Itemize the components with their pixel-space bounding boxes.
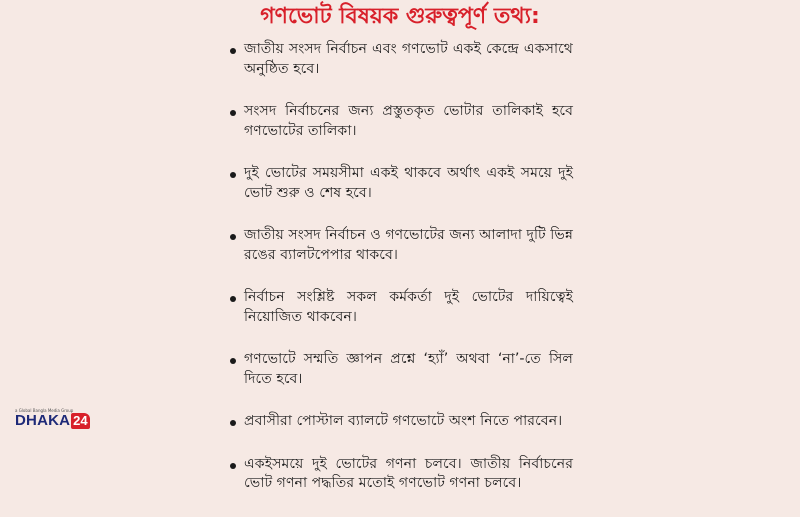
list-item-text: নির্বাচন সংশ্লিষ্ট সকল কর্মকর্তা দুই ভোটের দায়িত্বেই নিয়োজিত থাকবেন। xyxy=(244,289,573,325)
page-title: গণভোট বিষয়ক গুরুত্বপূর্ণ তথ্য: xyxy=(260,4,540,29)
bullet-icon xyxy=(230,358,236,364)
list-item xyxy=(228,288,573,327)
list-item-text: জাতীয় সংসদ নির্বাচন ও গণভোটের জন্য আলাদা দুটি ভিন্ন রঙের ব্যালটপেপার থাকবে। xyxy=(244,227,573,263)
bullet-icon xyxy=(230,110,236,116)
bullet-icon xyxy=(230,463,236,469)
list-item xyxy=(228,226,573,265)
list-item-text: দুই ভোটের সময়সীমা একই থাকবে অর্থাৎ একই সময়ে দুই ভোট শুরু ও শেষ হবে। xyxy=(244,165,573,201)
list-item-text: সংসদ নির্বাচনের জন্য প্রস্তুতকৃত ভোটার তালিকাই হবে গণভোটের তালিকা। xyxy=(244,103,573,139)
list-item xyxy=(228,350,573,389)
list-item xyxy=(228,164,573,203)
dhaka24-logo xyxy=(15,408,99,430)
list-item xyxy=(228,455,573,494)
bullet-icon xyxy=(230,234,236,240)
list-item xyxy=(228,102,573,141)
list-item xyxy=(228,40,573,79)
list-item-text: গণভোটে সম্মতি জ্ঞাপন প্রশ্নে ‘হ্যাঁ’ অথবা ‘না’-তে সিল দিতে হবে। xyxy=(244,351,573,387)
list-item xyxy=(228,412,573,432)
bullet-icon xyxy=(230,48,236,54)
info-list xyxy=(228,40,573,517)
list-item-text: প্রবাসীরা পোস্টাল ব্যালটে গণভোটে অংশ নিতে পারবেন। xyxy=(244,413,563,429)
logo-word: DHAKA xyxy=(15,412,71,429)
bullet-icon xyxy=(230,172,236,178)
bullet-icon xyxy=(230,296,236,302)
bullet-icon xyxy=(230,420,236,426)
logo-tagline: a Global Bangla Media Group xyxy=(15,408,74,413)
logo-number: 24 xyxy=(73,413,88,428)
logo-wordmark xyxy=(15,413,90,429)
list-item-text: জাতীয় সংসদ নির্বাচন এবং গণভোট একই কেন্দ্রে একসাথে অনুষ্ঠিত হবে। xyxy=(244,41,573,77)
list-item-text: একইসময়ে দুই ভোটের গণনা চলবে। জাতীয় নির্বাচনের ভোট গণনা পদ্ধতির মতোই গণভোট গণনা চলবে। xyxy=(244,455,573,491)
